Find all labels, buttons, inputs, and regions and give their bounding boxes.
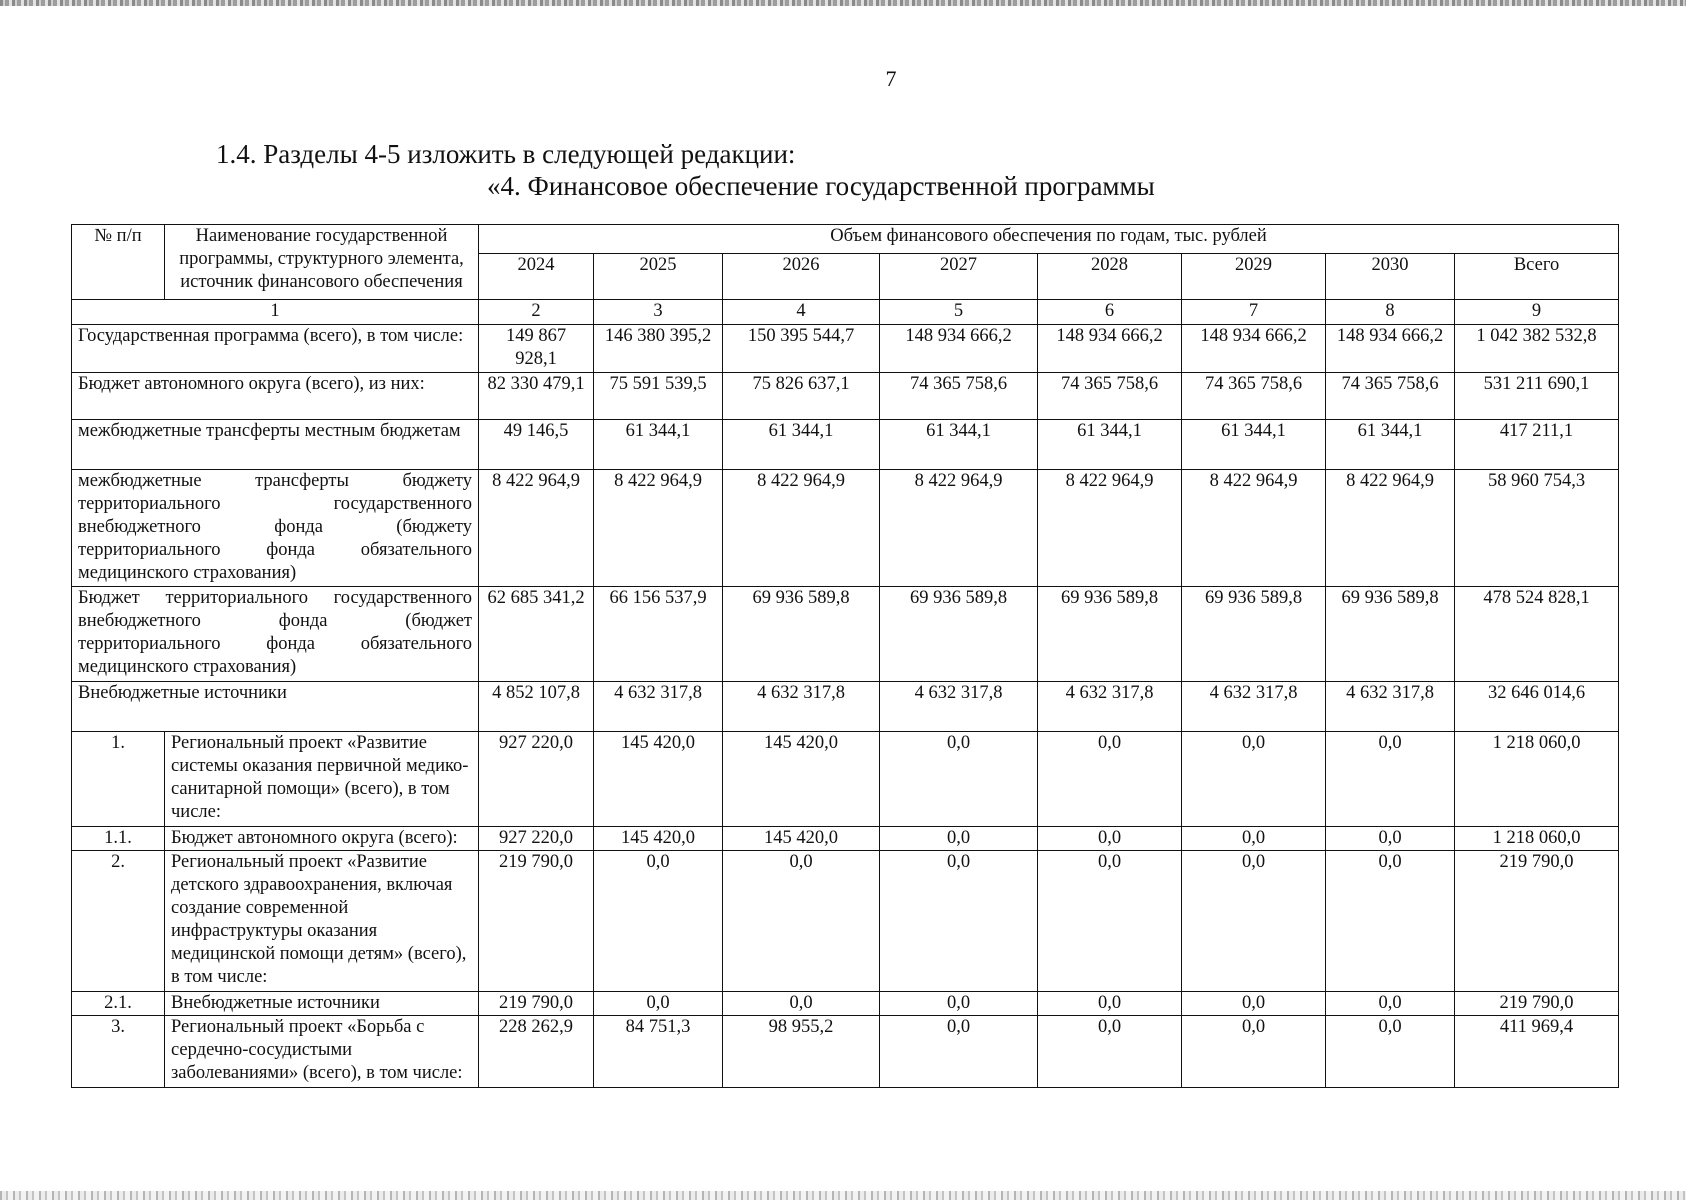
table-row: [72, 827, 1619, 851]
row-value: 0,0: [1326, 851, 1455, 992]
row-name: Региональный проект «Развитие детского здравоохранения, включая создание современной инфраструктуры оказания медицинской помощи детям» (всего), в том числе:: [165, 851, 479, 992]
row-name: Внебюджетные источники: [72, 682, 479, 732]
header-row-number: № п/п: [72, 225, 165, 300]
table-row: [72, 732, 1619, 827]
table-row: [72, 587, 1619, 682]
row-value: 0,0: [1182, 1016, 1326, 1088]
header-item-name: Наименование государственной программы, структурного элемента, источник финансового обеспечения: [165, 225, 479, 300]
header-row-top: [72, 225, 1619, 254]
row-value: 8 422 964,9: [723, 470, 880, 587]
header-year: 2024: [479, 254, 594, 300]
row-value: 4 632 317,8: [880, 682, 1038, 732]
scan-edge-top: [0, 0, 1686, 6]
row-value: 4 632 317,8: [1326, 682, 1455, 732]
table-row: [72, 420, 1619, 470]
row-value: 0,0: [723, 992, 880, 1016]
column-number: 9: [1455, 300, 1619, 325]
row-value: 0,0: [880, 732, 1038, 827]
header-year: 2029: [1182, 254, 1326, 300]
row-value: 0,0: [1326, 827, 1455, 851]
row-value: 69 936 589,8: [1182, 587, 1326, 682]
row-name: Государственная программа (всего), в том числе:: [72, 325, 479, 373]
column-number: 4: [723, 300, 880, 325]
row-value: 148 934 666,2: [1038, 325, 1182, 373]
row-value: 8 422 964,9: [1326, 470, 1455, 587]
row-value: 1 218 060,0: [1455, 732, 1619, 827]
row-value: 219 790,0: [1455, 851, 1619, 992]
row-value: 61 344,1: [723, 420, 880, 470]
row-value: 69 936 589,8: [880, 587, 1038, 682]
row-value: 8 422 964,9: [479, 470, 594, 587]
row-value: 145 420,0: [594, 827, 723, 851]
amendment-intro: 1.4. Разделы 4-5 изложить в следующей редакции:: [216, 139, 796, 169]
row-value: 61 344,1: [1038, 420, 1182, 470]
row-value: 49 146,5: [479, 420, 594, 470]
row-value: 0,0: [1038, 851, 1182, 992]
row-value: 62 685 341,2: [479, 587, 594, 682]
column-number: 7: [1182, 300, 1326, 325]
table-row: [72, 373, 1619, 420]
row-value: 411 969,4: [1455, 1016, 1619, 1088]
row-number: 1.1.: [72, 827, 165, 851]
row-number: 2.: [72, 851, 165, 992]
row-value: 228 262,9: [479, 1016, 594, 1088]
row-name: Бюджет территориального государственного внебюджетного фонда (бюджет территориального фонда обязательного медицинского страхования): [72, 587, 479, 682]
row-value: 66 156 537,9: [594, 587, 723, 682]
row-value: 69 936 589,8: [1038, 587, 1182, 682]
row-value: 148 934 666,2: [1326, 325, 1455, 373]
row-value: 145 420,0: [594, 732, 723, 827]
row-value: 0,0: [1038, 992, 1182, 1016]
row-value: 74 365 758,6: [880, 373, 1038, 420]
row-value: 0,0: [1182, 732, 1326, 827]
row-value: 69 936 589,8: [1326, 587, 1455, 682]
row-value: 0,0: [1182, 992, 1326, 1016]
row-value: 148 934 666,2: [1182, 325, 1326, 373]
column-number-row: [72, 300, 1619, 325]
header-financing-span: Объем финансового обеспечения по годам, тыс. рублей: [479, 225, 1619, 254]
row-value: 0,0: [880, 851, 1038, 992]
row-value: 219 790,0: [479, 851, 594, 992]
row-name: Бюджет автономного округа (всего), из них:: [72, 373, 479, 420]
table-row: [72, 1016, 1619, 1088]
row-value: 82 330 479,1: [479, 373, 594, 420]
header-total: Всего: [1455, 254, 1619, 300]
row-value: 0,0: [1326, 992, 1455, 1016]
row-value: 0,0: [1038, 732, 1182, 827]
row-value: 32 646 014,6: [1455, 682, 1619, 732]
row-value: 98 955,2: [723, 1016, 880, 1088]
row-value: 149 867 928,1: [479, 325, 594, 373]
row-name: межбюджетные трансферты местным бюджетам: [72, 420, 479, 470]
row-value: 61 344,1: [880, 420, 1038, 470]
row-value: 0,0: [1038, 1016, 1182, 1088]
row-value: 61 344,1: [594, 420, 723, 470]
row-value: 8 422 964,9: [880, 470, 1038, 587]
row-value: 74 365 758,6: [1326, 373, 1455, 420]
row-name: Внебюджетные источники: [165, 992, 479, 1016]
row-value: 61 344,1: [1182, 420, 1326, 470]
row-value: 74 365 758,6: [1038, 373, 1182, 420]
row-value: 0,0: [594, 992, 723, 1016]
row-name: межбюджетные трансферты бюджету территориального государственного внебюджетного фонда (бюджету территориального фонда обязательного медицинского страхования): [72, 470, 479, 587]
row-value: 927 220,0: [479, 732, 594, 827]
scan-edge-bottom: [0, 1191, 1686, 1200]
row-value: 0,0: [880, 1016, 1038, 1088]
table-row: [72, 992, 1619, 1016]
row-value: 150 395 544,7: [723, 325, 880, 373]
row-value: 75 591 539,5: [594, 373, 723, 420]
row-value: 927 220,0: [479, 827, 594, 851]
row-value: 145 420,0: [723, 732, 880, 827]
row-value: 478 524 828,1: [1455, 587, 1619, 682]
row-value: 417 211,1: [1455, 420, 1619, 470]
table-row: [72, 470, 1619, 587]
row-value: 146 380 395,2: [594, 325, 723, 373]
row-value: 0,0: [1038, 827, 1182, 851]
row-value: 84 751,3: [594, 1016, 723, 1088]
row-name: Региональный проект «Борьба с сердечно-сосудистыми заболеваниями» (всего), в том числе:: [165, 1016, 479, 1088]
header-year: 2025: [594, 254, 723, 300]
row-value: 61 344,1: [1326, 420, 1455, 470]
row-value: 74 365 758,6: [1182, 373, 1326, 420]
row-number: 3.: [72, 1016, 165, 1088]
column-number: 8: [1326, 300, 1455, 325]
row-name: Региональный проект «Развитие системы оказания первичной медико-санитарной помощи» (всего), в том числе:: [165, 732, 479, 827]
row-value: 69 936 589,8: [723, 587, 880, 682]
row-value: 4 632 317,8: [1038, 682, 1182, 732]
row-value: 0,0: [1326, 732, 1455, 827]
row-value: 0,0: [1182, 827, 1326, 851]
table-row: [72, 325, 1619, 373]
row-value: 8 422 964,9: [594, 470, 723, 587]
table-row: [72, 682, 1619, 732]
row-value: 0,0: [723, 851, 880, 992]
section-title: «4. Финансовое обеспечение государственной программы: [487, 171, 1155, 201]
column-number: 6: [1038, 300, 1182, 325]
row-value: 0,0: [880, 827, 1038, 851]
row-value: 8 422 964,9: [1038, 470, 1182, 587]
row-value: 75 826 637,1: [723, 373, 880, 420]
header-year: 2030: [1326, 254, 1455, 300]
row-value: 4 632 317,8: [1182, 682, 1326, 732]
row-value: 0,0: [1182, 851, 1326, 992]
row-value: 1 042 382 532,8: [1455, 325, 1619, 373]
column-number: 5: [880, 300, 1038, 325]
row-value: 531 211 690,1: [1455, 373, 1619, 420]
row-value: 219 790,0: [479, 992, 594, 1016]
header-year: 2026: [723, 254, 880, 300]
row-value: 4 632 317,8: [723, 682, 880, 732]
row-value: 4 852 107,8: [479, 682, 594, 732]
row-value: 1 218 060,0: [1455, 827, 1619, 851]
row-number: 1.: [72, 732, 165, 827]
financing-table: [71, 224, 1619, 1088]
row-value: 219 790,0: [1455, 992, 1619, 1016]
row-number: 2.1.: [72, 992, 165, 1016]
table-row: [72, 851, 1619, 992]
row-value: 145 420,0: [723, 827, 880, 851]
row-value: 58 960 754,3: [1455, 470, 1619, 587]
header-year: 2027: [880, 254, 1038, 300]
row-value: 8 422 964,9: [1182, 470, 1326, 587]
row-value: 148 934 666,2: [880, 325, 1038, 373]
column-number: 2: [479, 300, 594, 325]
column-number: 1: [72, 300, 479, 325]
row-value: 0,0: [1326, 1016, 1455, 1088]
row-value: 0,0: [594, 851, 723, 992]
column-number: 3: [594, 300, 723, 325]
page-number: 7: [885, 66, 897, 91]
header-year: 2028: [1038, 254, 1182, 300]
row-name: Бюджет автономного округа (всего):: [165, 827, 479, 851]
row-value: 0,0: [880, 992, 1038, 1016]
row-value: 4 632 317,8: [594, 682, 723, 732]
